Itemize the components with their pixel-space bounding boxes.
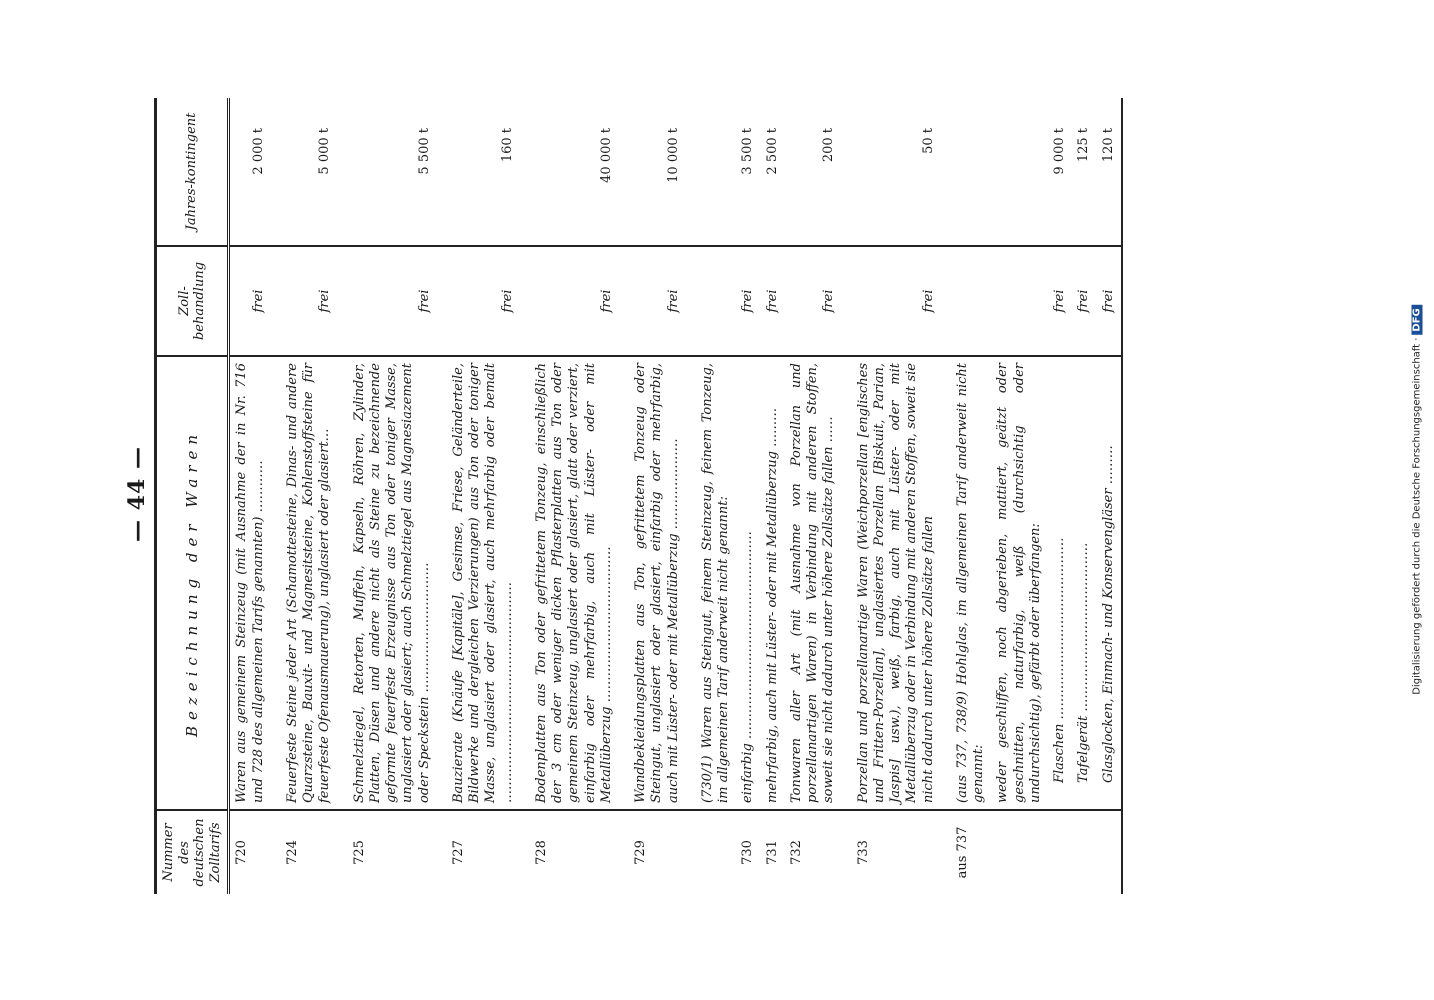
duty-treatment: frei — [736, 246, 760, 356]
table-row — [785, 98, 842, 894]
tariff-number — [1097, 810, 1122, 894]
goods-description: Schmelztiegel, Retorten, Muffeln, Kapseln, Röhren, Zylinder, Platten, Düsen und andere nicht als Steine zu bezeichnende geformte feuerfeste Erzeugnisse aus Ton oder toniger Masse, unglasiert oder glasiert; auch Schmelztiegel aus Magnesiazement oder Speckstein ………………………… — [338, 356, 437, 810]
tariff-number: 730 — [736, 810, 760, 894]
annual-quota: 40 000 t — [598, 128, 614, 183]
credit-text: Digitalisierung gefördert durch die Deutsche Forschungsgemeinschaft · — [1411, 337, 1423, 695]
goods-description: Waren aus gemeinem Steinzeug (mit Ausnahme der in Nr. 716 und 728 des allgemeinen Tarifs genannten) ………… — [229, 356, 271, 810]
duty-treatment — [686, 246, 737, 356]
table-row — [761, 98, 785, 894]
goods-description: mehrfarbig, auch mit Lüster- oder mit Metallüberzug ……… — [761, 356, 785, 810]
header-zollbehandlung: Zoll-behandlung — [156, 246, 229, 356]
table-row — [520, 98, 619, 894]
table-row — [941, 98, 992, 894]
goods-description: (aus 737, 738/9) Hohlglas, im allgemeinen Tarif anderweit nicht genannt: — [941, 356, 992, 810]
annual-quota — [686, 98, 737, 246]
rotated-page-content — [124, 94, 1294, 894]
tariff-number: 725 — [338, 810, 437, 894]
duty-treatment — [941, 246, 992, 356]
table-row — [271, 98, 338, 894]
duty-treatment: frei — [842, 246, 941, 356]
table-header-row — [156, 98, 229, 894]
goods-description: Wandbekleidungsplatten aus Ton, gefrittetem Tonzeug oder Steingut, unglasiert oder glasiert, einfarbig oder mehrfarbig, auch mit Lüster- oder mit Metallüberzug ………………… — [619, 356, 686, 810]
tariff-number: 732 — [785, 810, 842, 894]
annual-quota — [941, 98, 992, 246]
tariff-number: 733 — [842, 810, 941, 894]
goods-description: Glasglocken, Einmach- und Konservengläser ……… — [1097, 356, 1122, 810]
tariff-number: 731 — [761, 810, 785, 894]
duty-treatment: frei — [785, 246, 842, 356]
table-row — [842, 98, 941, 894]
goods-description: Bauzierate (Knäufe [Kapitäle], Gesimse, Friese, Geländerteile, Bildwerke und dergleichen Verzierungen) aus Ton oder toniger Masse, unglasiert oder glasiert, auch mehrfarbig oder bemalt …………………………………………… — [437, 356, 520, 810]
goods-description: (730/1) Waren aus Steingut, feinem Steinzeug, feinem Tonzeug, im allgemeinen Tarif anderweit nicht genannt: — [686, 356, 737, 810]
tariff-number: 728 — [520, 810, 619, 894]
header-jahreskontingent: Jahres-kontingent — [184, 112, 200, 231]
tariff-number — [1072, 810, 1096, 894]
table-row — [736, 98, 760, 894]
goods-description: Flaschen …………………………………… — [1048, 356, 1072, 810]
table-row — [437, 98, 520, 894]
tariff-number: 727 — [437, 810, 520, 894]
tariff-number: 724 — [271, 810, 338, 894]
tariff-number — [1048, 810, 1072, 894]
annual-quota: 9 000 t — [1052, 128, 1068, 175]
tariff-number: 729 — [619, 810, 686, 894]
goods-description: Tonwaren aller Art (mit Ausnahme von Porzellan und porzellanartigen Waren) in Verbindung mit anderen Stoffen, soweit sie nicht dadurch unter höhere Zollsätze fallen …… — [785, 356, 842, 810]
duty-treatment: frei — [520, 246, 619, 356]
duty-treatment: frei — [1048, 246, 1072, 356]
table-row — [1048, 98, 1072, 894]
duty-treatment: frei — [761, 246, 785, 356]
annual-quota: 50 t — [920, 128, 936, 154]
duty-treatment: frei — [338, 246, 437, 356]
goods-description: Tafelgerät ………………………………… — [1072, 356, 1096, 810]
dfg-logo: DFG — [1412, 305, 1423, 334]
annual-quota: 160 t — [499, 128, 515, 163]
table-row — [1072, 98, 1096, 894]
header-bezeichnung: Bezeichnung der Waren — [156, 356, 229, 810]
table-row — [338, 98, 437, 894]
duty-treatment: frei — [1097, 246, 1122, 356]
annual-quota: 2 000 t — [250, 128, 266, 175]
goods-description: Feuerfeste Steine jeder Art (Schamottesteine, Dinas- und andere Quarzsteine, Bauxit- und Magnesitsteine, Kohlenstoffsteine für feuerfeste Ofenausmauerung), unglasiert oder glasiert… — [271, 356, 338, 810]
annual-quota: 5 500 t — [416, 128, 432, 175]
annual-quota — [991, 98, 1048, 246]
tariff-number — [991, 810, 1048, 894]
tariff-number — [686, 810, 737, 894]
tariff-number: aus 737 — [941, 810, 992, 894]
duty-treatment: frei — [437, 246, 520, 356]
annual-quota: 125 t — [1076, 128, 1092, 163]
annual-quota: 3 500 t — [740, 128, 756, 175]
duty-treatment: frei — [271, 246, 338, 356]
duty-treatment: frei — [619, 246, 686, 356]
goods-description: weder geschliffen, noch abgerieben, mattiert, geätzt oder geschnitten, naturfarbig, weiß (durchsichtig oder undurchsichtig), gefärbt oder überfangen: — [991, 356, 1048, 810]
duty-treatment — [991, 246, 1048, 356]
tariff-number: 720 — [229, 810, 271, 894]
table-row — [1097, 98, 1122, 894]
annual-quota: 5 000 t — [317, 128, 333, 175]
table-row — [991, 98, 1048, 894]
goods-description: einfarbig ………………………………………… — [736, 356, 760, 810]
duty-treatment: frei — [1072, 246, 1096, 356]
table-row — [686, 98, 737, 894]
page-number: — 44 — — [124, 446, 150, 542]
annual-quota: 200 t — [821, 128, 837, 163]
duty-treatment: frei — [229, 246, 271, 356]
annual-quota: 2 500 t — [764, 128, 780, 175]
goods-description: Bodenplatten aus Ton oder gefrittetem Tonzeug, einschließlich der 3 cm oder weniger dicken Pflasterplatten aus Ton oder gemeinem Steinzeug, unglasiert oder glasiert, glatt oder verziert, einfarbig oder mehrfarbig, auch mit Lüster- oder mit Metallüberzug ……………………………… — [520, 356, 619, 810]
annual-quota: 120 t — [1097, 98, 1122, 246]
tariff-table — [154, 98, 1123, 894]
table-row — [229, 98, 271, 894]
annual-quota: 10 000 t — [665, 128, 681, 183]
goods-description: Porzellan und porzellanartige Waren (Weichporzellan [englisches und Fritten-Porzellan], unglasiertes Porzellan [Biskuit, Parian, Jaspis] usw.), weiß, farbig, auch mit Lüster- oder mit Metallüberzug oder in Verbindung mit anderen Stoffen, soweit sie nicht dadurch unter höhere Zollsätze fallen — [842, 356, 941, 810]
header-nummer: Nummer des deutschen Zolltarifs — [156, 810, 229, 894]
table-row — [619, 98, 686, 894]
